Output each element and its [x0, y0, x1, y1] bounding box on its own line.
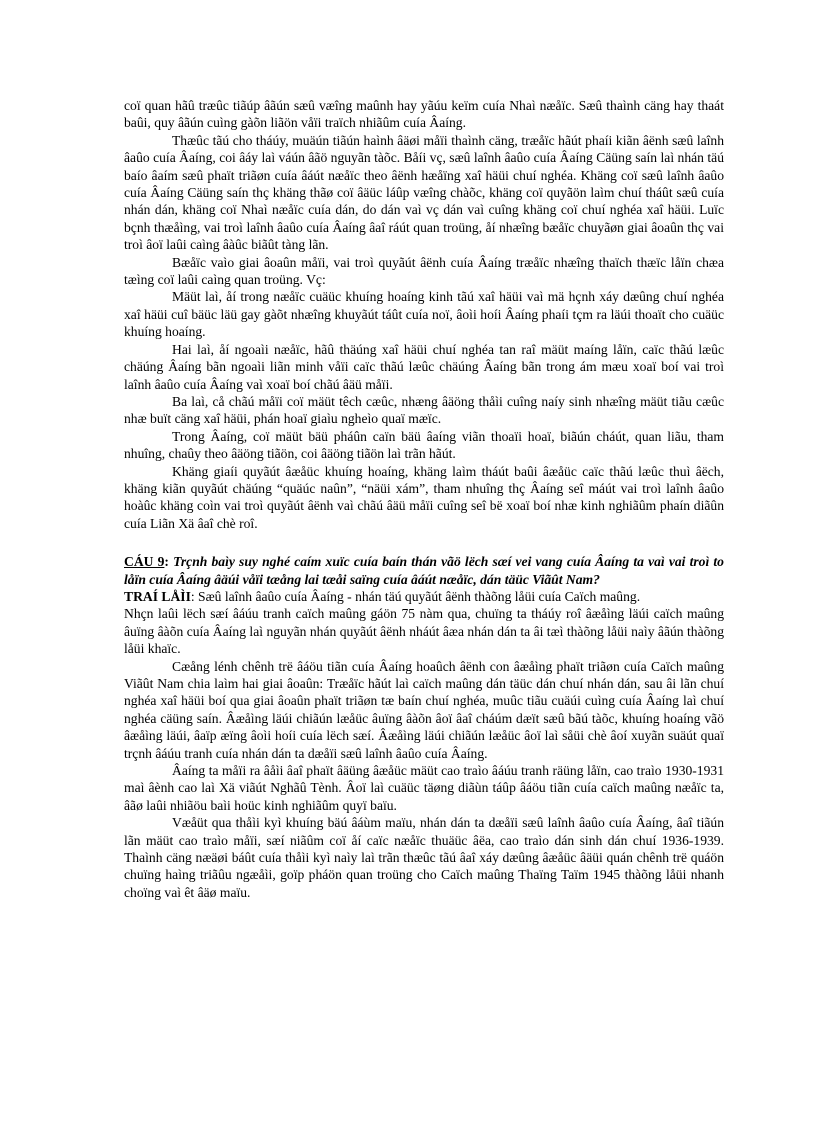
question-label: CÁU 9	[124, 554, 165, 570]
question-separator: :	[164, 554, 174, 570]
paragraph: Mäüt laì, åí trong næåïc cuäüc khuíng hoaíng kinh tãú xaî häüi vaì mä hçnh xáy dæûng chuí nghéa xaî häüi cuî bäüc läü gay gàõt nhæîng khuyãút táût cuía noï, âoìi hoíi Âaíng phaíi tçm ra läúi thoaït cho cuäüc khuíng hoaíng.	[124, 289, 724, 340]
question-text: Trçnh baìy suy nghé caím xuïc cuía baín thán vãö lëch sæí vei vang cuía Âaíng ta vaì vai troì to låïn cuía Âaíng âäúi våïi tæång lai tæåi saïng cuía âáút næåïc, dán täüc Viãût Nam?	[124, 554, 724, 587]
document-page	[124, 97, 724, 901]
answer-text: Sæû laînh âaûo cuía Âaíng - nhán täú quyãút âënh thàõng låüi cuía Caïch maûng.	[198, 588, 641, 604]
paragraph: Væåüt qua thåìi kyì khuíng bäú âáùm maïu, nhán dán ta dæåïi sæû laînh âaûo cuía Âaíng, âaî tiãún lãn mäüt cao traìo måïi, sæí niãûm coï åí caïc næåïc thuäüc âëa, cao traìo dán sinh dán chuí 1936-1939. Thaình cäng næäøi báût cuía thåìi kyì naìy laì trãn thæûc tãú âaî xáy dæûng âæåüc âäüi quán chênh trë quáön chuïng haìng triãûu ngæåìi, goïp pháön quan troüng cho Caïch maûng Thaïng Taïm 1945 thàõng låüi nhanh choïng vaì êt âäø maïu.	[124, 815, 724, 900]
paragraph: Thæûc tãú cho tháúy, muäún tiãún haình âäøi måïi thaình cäng, træåïc hãút phaíi kiãn âënh sæû laînh âaûo cuía Âaíng, coi âáy laì váún âãö nguyãn tàõc. Båíi vç, sæû laînh âaûo cuía Âaíng Cäüng saín laì nhán täú baío âaím sæû phaït triãøn cuía âáút næåïc theo âënh hæåïng xaî häüi chuí nghéa. Khäng coï sæû laînh âaûo cuía Âaíng Cäüng saín thç khäng thãø coï âäüc láûp væîng chàõc, khäng coï quyãön laìm chuí tháût sæû cuía nhán dán, khäng coï Nhaì næåïc cuía dán, do dán vaì vç dán vaì cuîng khäng coï chuí nghéa xaî häüi. Luïc bçnh thæåìng, vai troì laînh âaûo cuía Âaíng âaî ráút quan troüng, åí nhæîng bæåïc chuyãøn giai âoaûn thç vai troì âoï laûi caìng âàûc biãût tàng lãn.	[124, 132, 724, 253]
answer-label: TRAÍ LÅÌI	[124, 588, 191, 604]
bottom-section	[124, 605, 724, 901]
paragraph: Ba laì, cå chãú måïi coï mäüt têch cæûc, nhæng âäöng thåìi cuîng naíy sinh nhæîng mäüt tiãu cæûc nhæ buït cäng xaî häüi, phán hoaï giaìu ngheìo quaï mæïc.	[124, 393, 724, 427]
paragraph: Âaíng ta måïi ra âåìi âaî phaït âäüng âæåüc mäüt cao traìo âáúu tranh räüng låïn, cao traìo 1930-1931 maì âènh cao laì Xä viãút Nghãû Tènh. Âoï laì cuäüc täøng diãùn táûp âáöu tiãn cuía caïch maûng næåïc ta, âãø laûi nhiãöu baìi hoüc kinh nghiãûm quyï baïu.	[124, 763, 724, 813]
paragraph: Hai laì, åí ngoaìi næåïc, hãû thäúng xaî häüi chuí nghéa tan raî mäüt maíng låïn, caïc thãú læûc chäúng Âaíng bãn ngoaìi liãn minh våïi caïc thãú læûc chäúng Âaíng bãn trong ám mæu xoaï boí vai troì laînh âaûo cuía Âaíng vaì xoaï boí chãú âäü måïi.	[124, 341, 724, 392]
top-section	[124, 97, 724, 532]
answer-separator: :	[190, 588, 199, 604]
paragraph: Khäng giaíi quyãút âæåüc khuíng hoaíng, khäng laìm tháút baûi âæåüc caïc thãú læûc thuì âëch, khäng kiãn quyãút chäúng “quäúc naûn”, “näüi xám”, tham nhuîng thç Âaíng seî máút vai troì laînh âaûo hoàûc khäng coìn vai troì quyãút âënh vaì chãú âäü måïi cuîng seî bë xoaï boí nhæ kinh nghiãûm phaín diãûn cuía Liãn Xä âaî chè roî.	[124, 463, 724, 531]
paragraph: Bæåïc vaìo giai âoaûn måïi, vai troì quyãút âënh cuía Âaíng træåïc nhæîng thaïch thæïc låïn chæa tæìng coï laûi caìng quan troüng. Vç:	[124, 254, 724, 288]
paragraph: coï quan hãû træûc tiãúp âãún sæû væîng maûnh hay yãúu keïm cuía Nhaì næåïc. Sæû thaình cäng hay thaát baûi, quy âãún cuìng gàõn liãön våïi traïch nhiãûm cuía Âaíng.	[124, 98, 724, 131]
paragraph: Nhçn laûi lëch sæí âáúu tranh caïch maûng gáön 75 nàm qua, chuïng ta tháúy roî âæåìng läúi caïch maûng âuïng âàõn cuía Âaíng laì nguyãn nhán quyãút âënh nháút âæa nhán dán ta âi tæì thàõng låüi naìy âãún thàõng låüi khaïc.	[124, 606, 724, 657]
answer-heading	[124, 588, 724, 605]
paragraph: Trong Âaíng, coï mäüt bäü pháûn caïn bäü âaíng viãn thoaïi hoaï, biãún cháút, quan liãu, tham nhuîng, chaûy theo âäöng tiãön, coi âäöng tiãön laì trãn hãút.	[124, 428, 724, 462]
question-heading	[124, 553, 724, 588]
paragraph: Cæång lénh chênh trë âáöu tiãn cuía Âaíng hoaûch âënh con âæåìng phaït triãøn cuía Caïch maûng Viãût Nam chia laìm hai giai âoaûn: Træåïc hãút laì caïch maûng dán täüc dán chuí nhán dán, sau âi lãn chuí nghéa xaî häüi boí qua giai âoaûn phaït triãøn tæ baín chuí nghéa, muûc tiãu cuäúi cuìng cuía Âaíng laì chuí nghéa cäüng saín. Âæåìng läúi chiãún læåüc âuïng âàõn âoï âaî cháúm dæït sæû bãú tàõc, khuíng hoaíng vãö âæåìng läúi, âaïp æïng âoìi hoíi cuía lëch sæí. Âæåìng läúi chiãún læåüc âoï laì såüi chè âoí xuyãn suäút quaï trçnh âáúu tranh cuía nhán dán ta dæåïi sæû laînh âaûo cuía Âaíng.	[124, 658, 724, 761]
